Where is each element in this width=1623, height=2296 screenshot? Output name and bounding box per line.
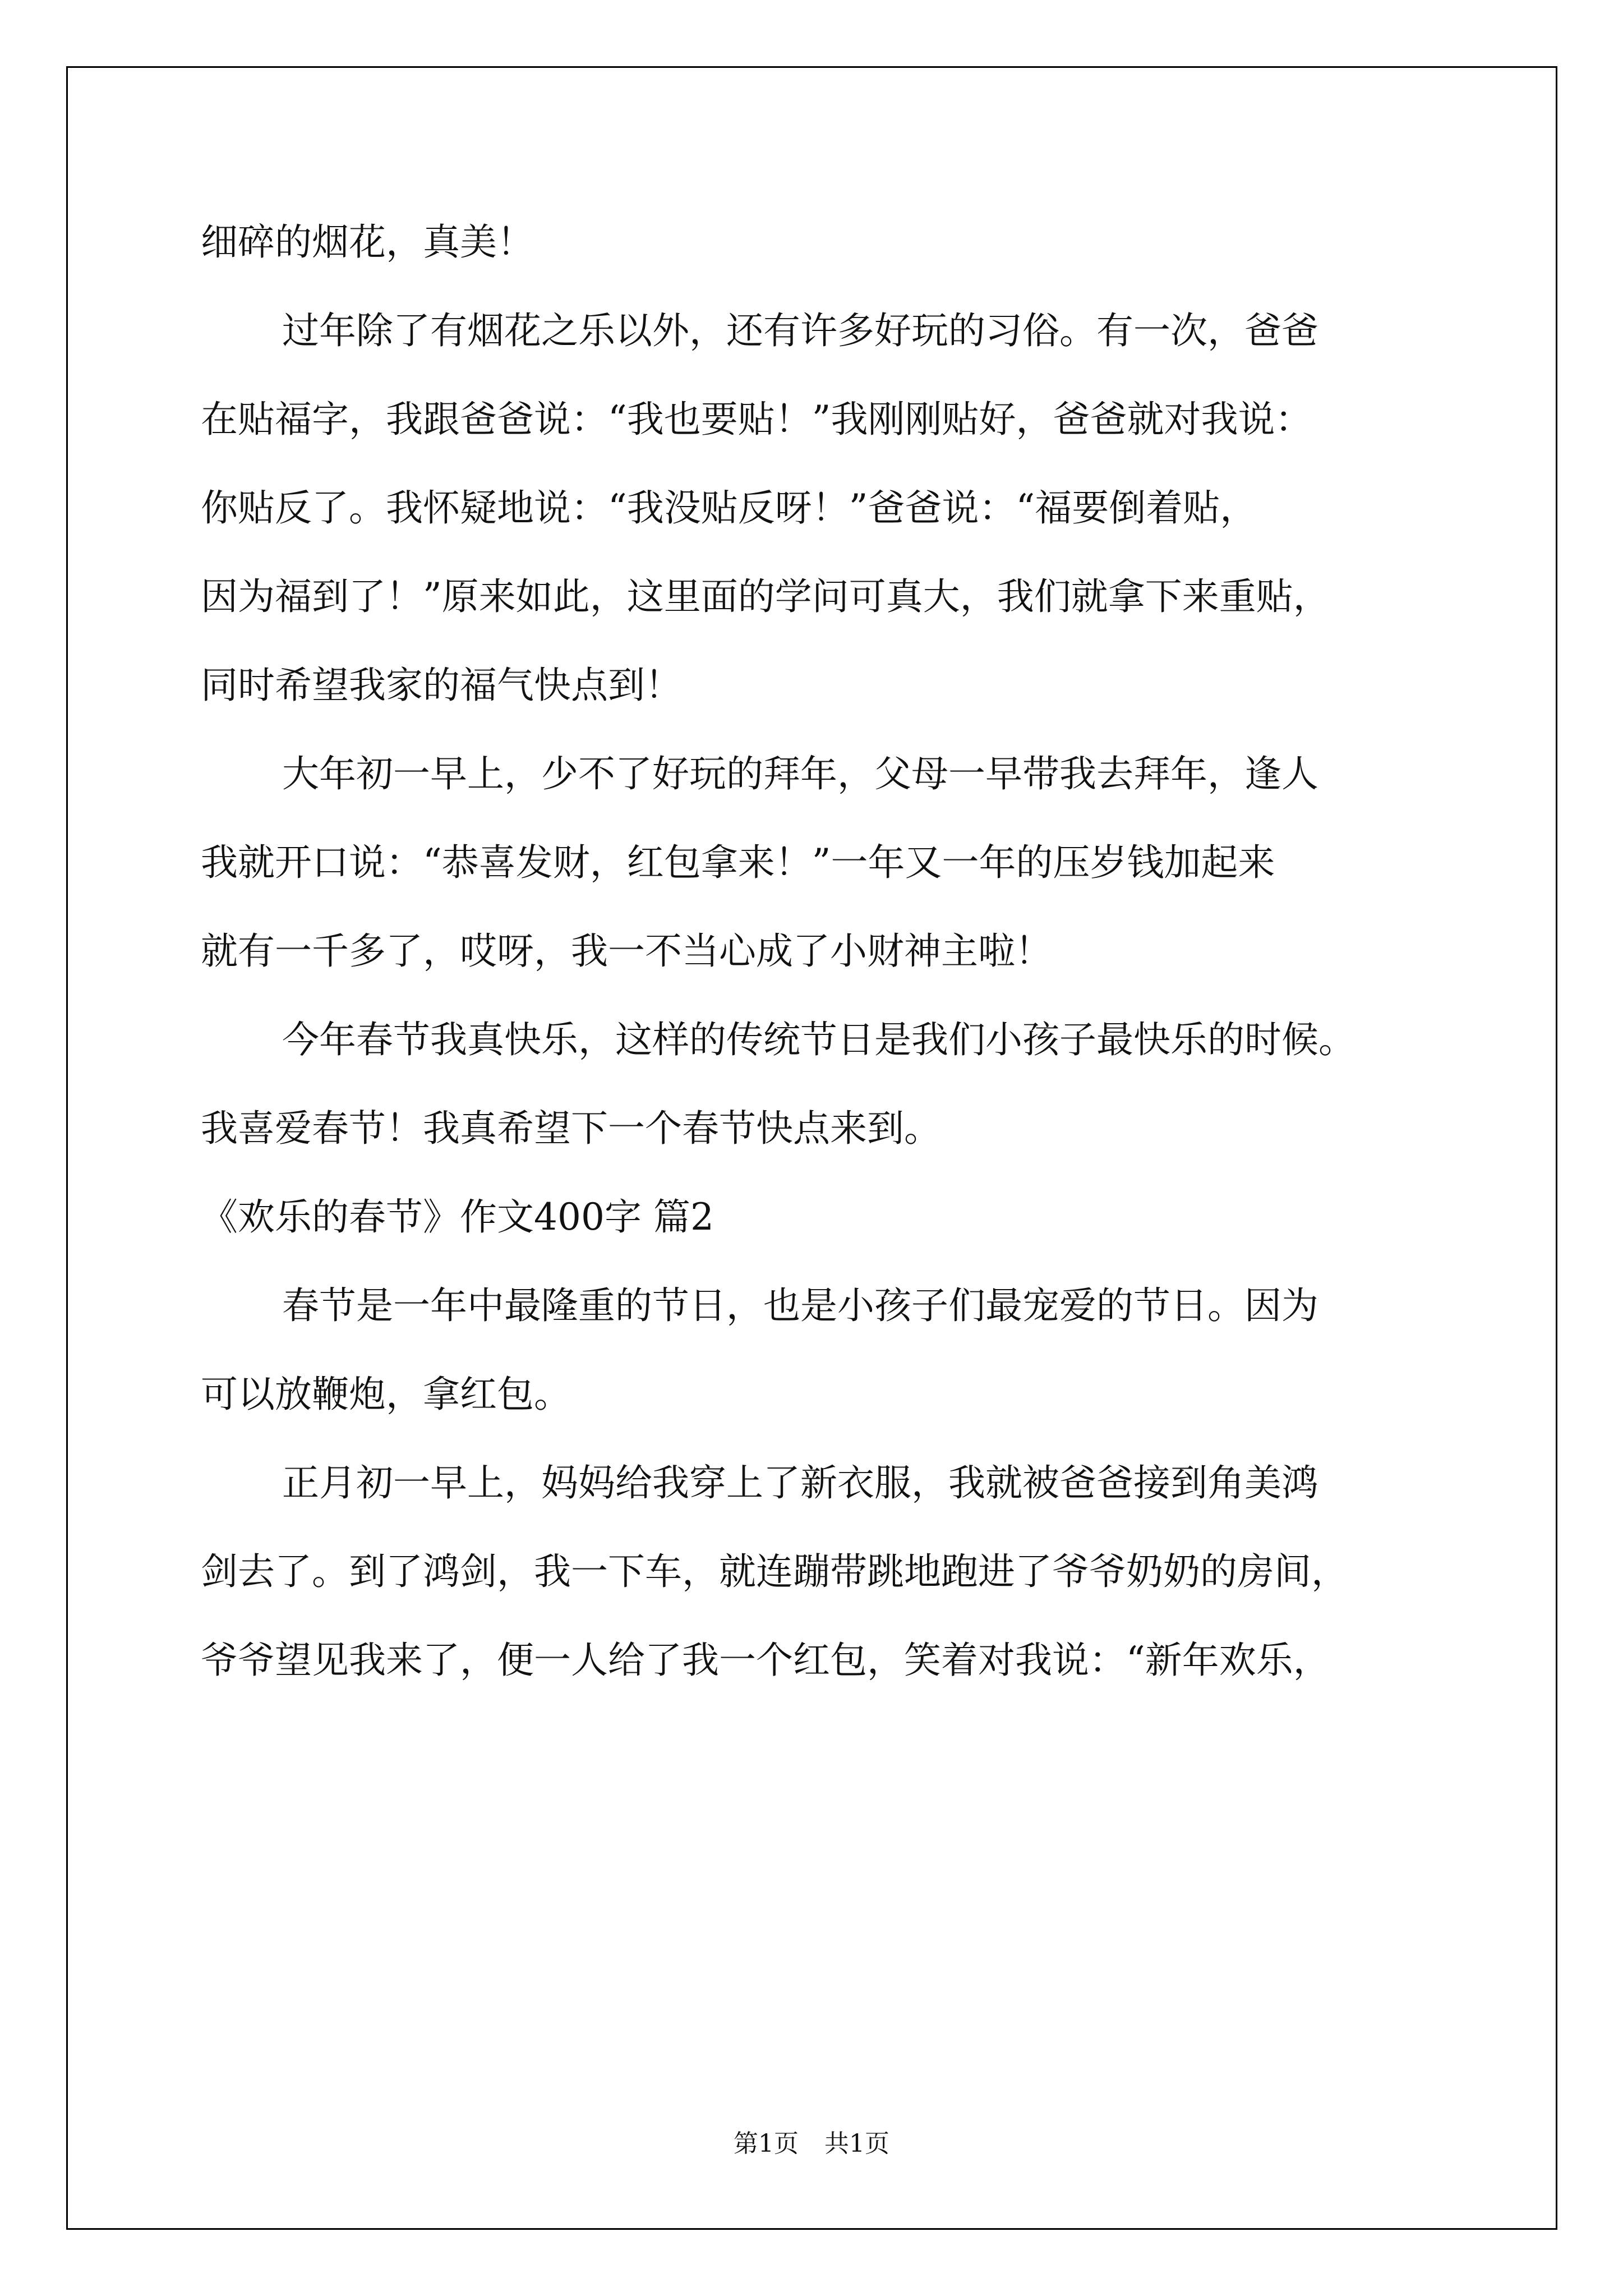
text-line: 可以放鞭炮，拿红包。 [201,1373,571,1416]
text-line: 过年除了有烟花之乐以外，还有许多好玩的习俗。有一次，爸爸 [282,309,1318,352]
text-line: 你贴反了。我怀疑地说：“我没贴反呀！”爸爸说：“福要倒着贴， [201,486,1257,530]
text-line: 正月初一早上，妈妈给我穿上了新衣服，我就被爸爸接到角美鸿 [282,1461,1318,1504]
text-line: 大年初一早上，少不了好玩的拜年，父母一早带我去拜年，逢人 [282,752,1318,795]
section-heading: 《欢乐的春节》作文400字 篇2 [201,1195,714,1239]
text-line: 就有一千多了，哎呀，我一不当心成了小财神主啦！ [201,930,1052,973]
text-line: 今年春节我真快乐，这样的传统节日是我们小孩子最快乐的时候。 [282,1018,1355,1061]
text-line: 在贴福字，我跟爸爸说：“我也要贴！”我刚刚贴好，爸爸就对我说： [201,398,1312,441]
text-line: 因为福到了！”原来如此，这里面的学问可真大，我们就拿下来重贴， [201,575,1330,618]
page-total: 共1页 [824,2129,889,2158]
document-body [201,220,1440,1727]
text-line: 细碎的烟花，真美！ [201,220,534,264]
page-footer [0,2123,1623,2159]
text-line: 爷爷望见我来了，便一人给了我一个红包，笑着对我说：“新年欢乐， [201,1639,1330,1682]
text-line: 我喜爱春节！我真希望下一个春节快点来到。 [201,1107,941,1150]
text-line: 春节是一年中最隆重的节日，也是小孩子们最宠爱的节日。因为 [282,1284,1318,1327]
page-number: 第1页 [734,2129,799,2158]
text-line: 同时希望我家的福气快点到！ [201,664,682,707]
text-line: 我就开口说：“恭喜发财，红包拿来！”一年又一年的压岁钱加起来 [201,841,1275,884]
text-line: 剑去了。到了鸿剑，我一下车，就连蹦带跳地跑进了爷爷奶奶的房间， [201,1550,1348,1593]
